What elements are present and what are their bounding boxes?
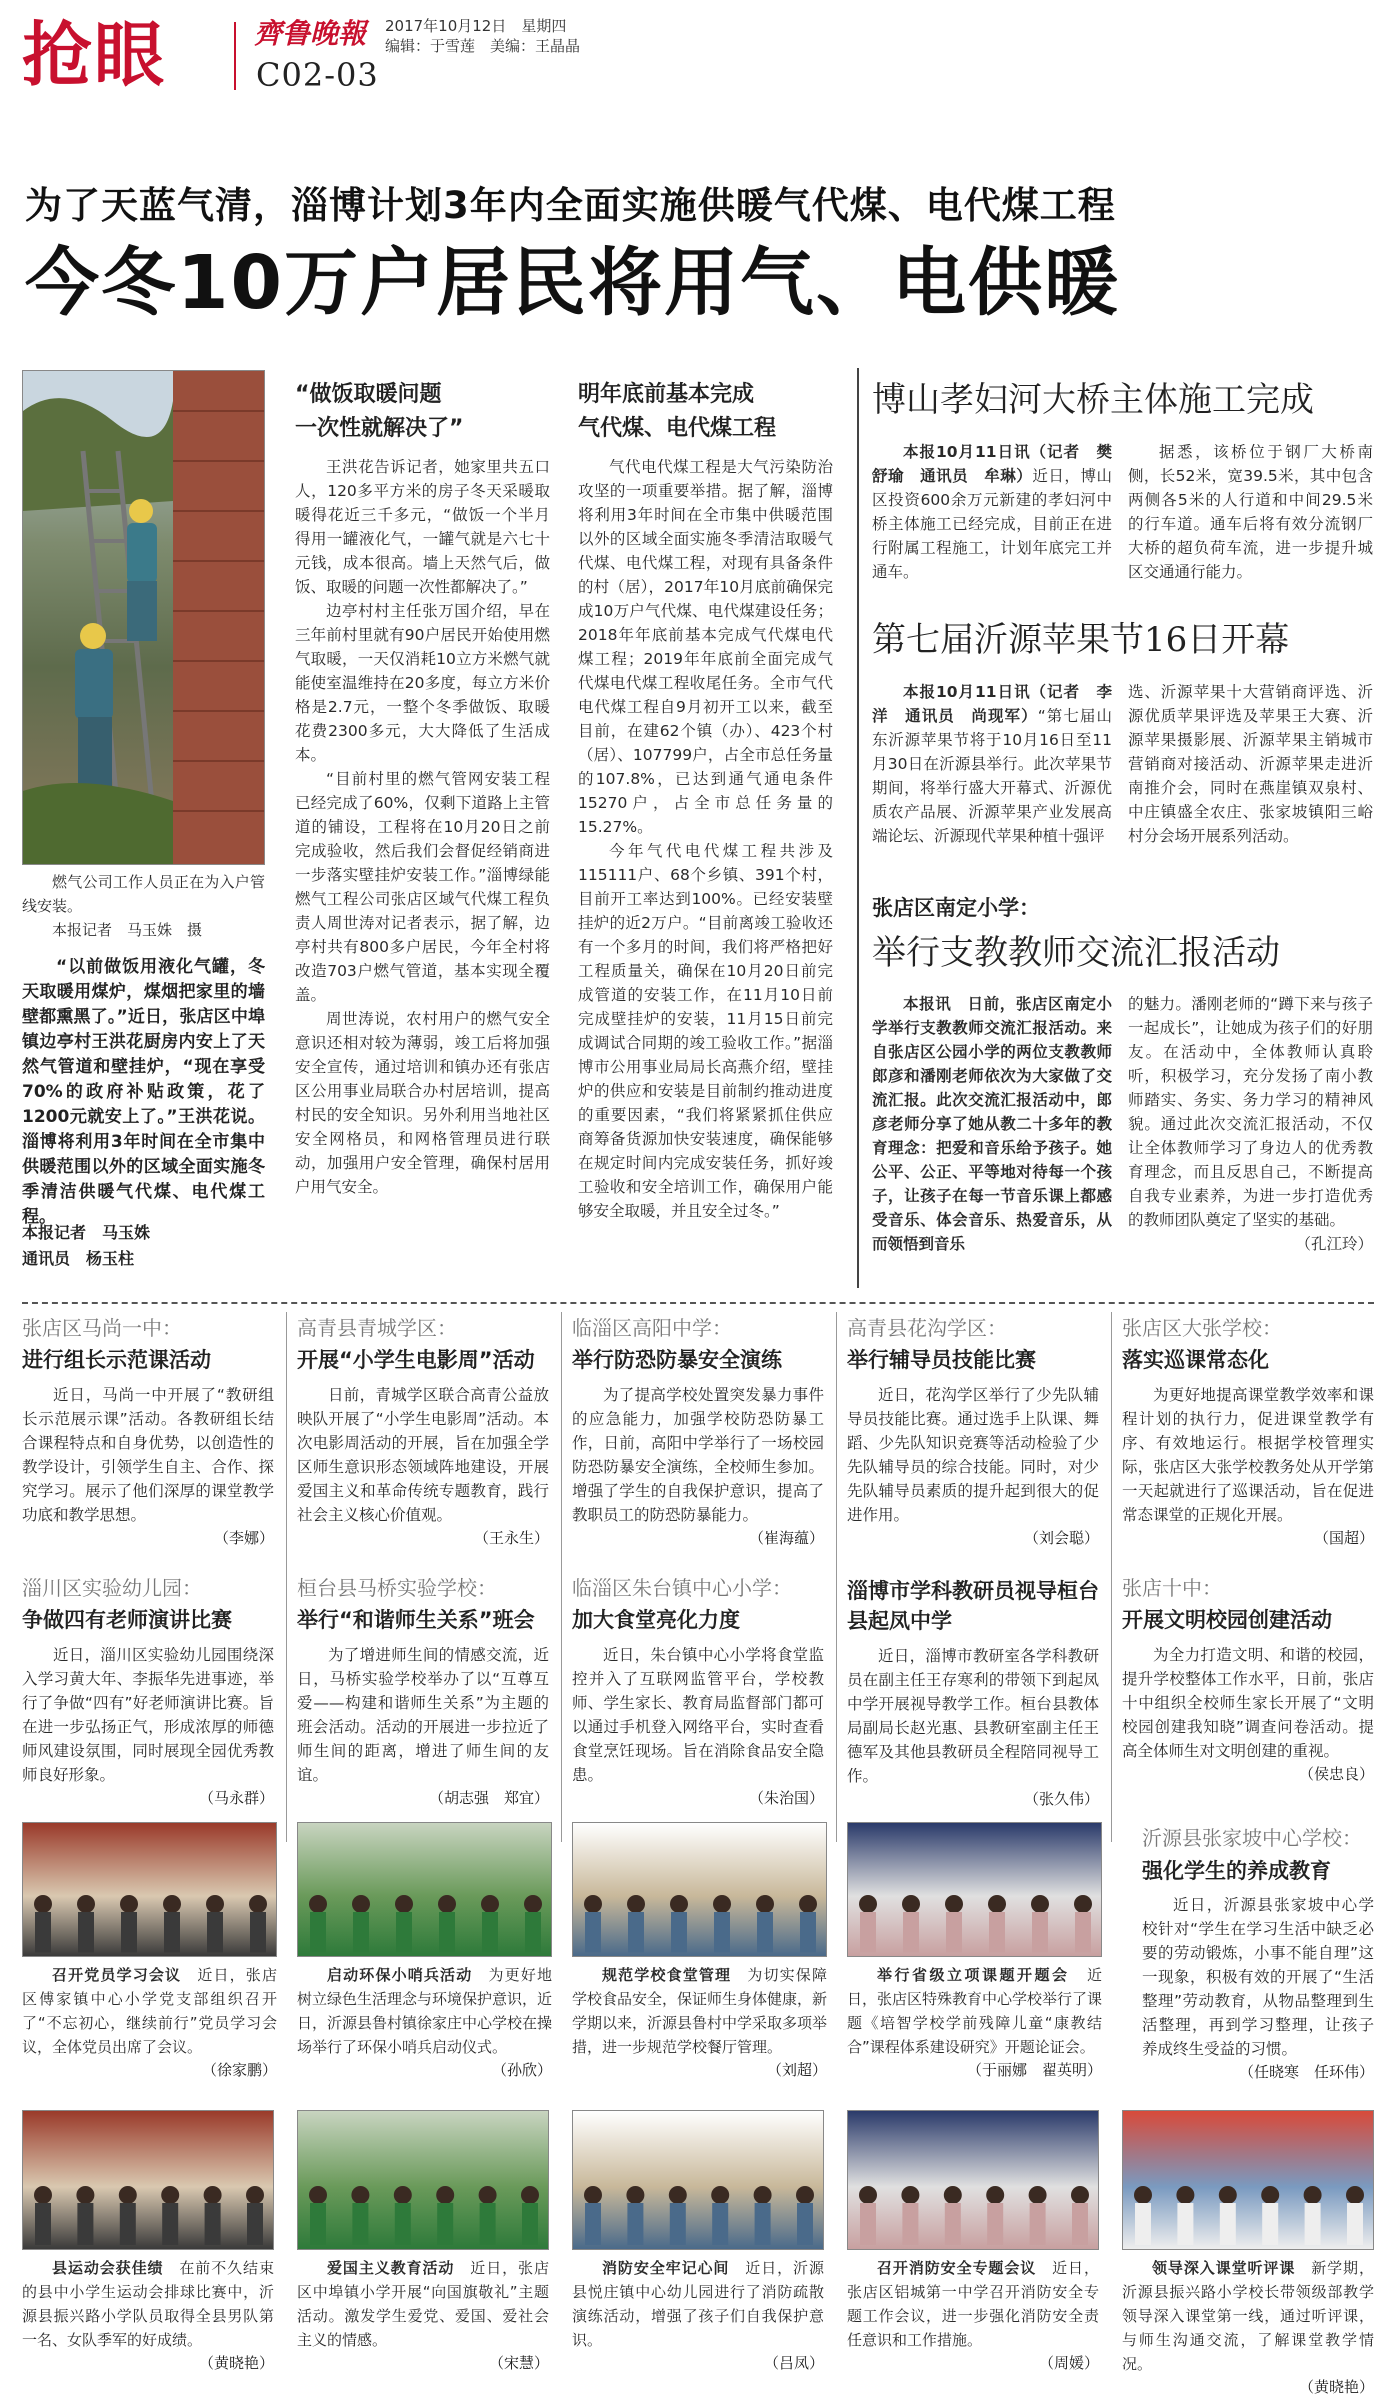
- masthead-meta: [385, 16, 580, 56]
- photo-text: 为切实保障学校食品安全，保证师生身体健康，新学期以来，沂源县鲁村中学采取多项举措，进一步规范学校餐厅管理。: [572, 1966, 828, 2056]
- article2-title: 第七届沂源苹果节16日开幕: [872, 620, 1290, 660]
- item-title: 强化学生的养成教育: [1142, 1859, 1331, 1883]
- designer-credit: 美编：王晶晶: [490, 37, 581, 55]
- col3-title-line1: 明年底前基本完成: [578, 382, 755, 407]
- item-text: 近日，淄博市教研室各学科教研员在副主任王存寒利的带领下到起凤中学开展视导教学工作。桓台县教体局副局长赵光惠、县教研室副主任王德军及其他县教研员全程陪同视导工作。: [847, 1647, 1099, 1785]
- photo-title: 爱国主义教育活动: [327, 2259, 455, 2277]
- photo-scene-illustration: [848, 2111, 1099, 2250]
- item-kicker: 高青县花沟学区：: [847, 1316, 1007, 1340]
- item-credit: （朱治国）: [748, 1789, 824, 1807]
- column-rule: [836, 1312, 837, 1602]
- photo-row-3: [22, 1822, 1142, 2112]
- item-title: 开展“小学生电影周”活动: [297, 1348, 535, 1372]
- lead-photo-caption: [22, 870, 265, 942]
- news-photo: [847, 1822, 1102, 1957]
- photo-credit: （周媛）: [1038, 2354, 1099, 2372]
- article1-body-right: 据悉，该桥位于钢厂大桥南侧，长52米，宽39.5米，其中包含两侧各5米的人行道和中间29.5米的行车道。通车后将有效分流钢厂大桥的超负荷车流，进一步提升城区交通通行能力。: [1128, 443, 1373, 581]
- photo-title: 县运动会获佳绩: [52, 2259, 164, 2277]
- photo-item: [572, 2110, 824, 2373]
- item-text: 为了增进师生间的情感交流，近日，马桥实验学校举办了以“互尊互爱——构建和谐师生关系”为主题的班会活动。活动的开展进一步拉近了师生间的距离，增进了师生间的友谊。: [297, 1646, 549, 1784]
- photo-credit: （宋慧）: [488, 2354, 549, 2372]
- col2-title-line2: 一次性就解决了”: [295, 416, 464, 441]
- lead-col1-text: “以前做饭用液化气罐，冬天取暖用煤炉，煤烟把家里的墙壁都熏黑了。”近日，张店区中埠镇边亭村王洪花厨房内安上了天然气管道和壁挂炉，“现在享受70%的政府补贴政策，花了1200元就安上了。”王洪花说。淄博将利用3年时间在全市集中供暖范围以外的区域全面实施冬季清洁供暖气代煤、电代煤工程。: [22, 957, 265, 1227]
- photo-credit: （吕凤）: [763, 2354, 824, 2372]
- item-text: 近日，朱台镇中心小学将食堂监控并入了互联网监管平台，学校教师、学生家长、教育局监督部门都可以通过手机登入网络平台，实时查看食堂烹饪现场。旨在消除食品安全隐患。: [572, 1646, 824, 1784]
- issue-date: 2017年10月12日: [385, 17, 507, 35]
- item-credit: （国超）: [1313, 1529, 1374, 1547]
- column-rule: [1111, 1572, 1112, 1842]
- item-title: 加大食堂亮化力度: [572, 1608, 740, 1632]
- photo-credit: （刘超）: [766, 2061, 827, 2079]
- photo-scene-illustration: [23, 2111, 274, 2250]
- col2-para: 王洪花告诉记者，她家里共五口人，120多平方米的房子冬天采暖取暖得花近三千多元，“做饭一个半月得用一罐液化气，一罐气就是六七十元钱，成本很高。墙上天然气后，做饭、取暖的问题一次性都解决了。”: [295, 458, 550, 596]
- item-credit: （胡志强 郑宜）: [428, 1789, 549, 1807]
- col3-title-line2: 气代煤、电代煤工程: [578, 416, 777, 441]
- col2-para: 边亭村村主任张万国介绍，早在三年前村里就有90户居民开始使用燃气取暖，一天仅消耗10立方米燃气就能使室温维持在20多度，每立方米价格是2.7元，一整个冬季做饭、取暖花费2300多元，大大降低了生活成本。: [295, 602, 550, 764]
- item-text: 近日，马尚一中开展了“教研组长示范展示课”活动。各教研组长结合课程特点和自身优势，以创造性的教学设计，引领学生自主、合作、探究学习。展示了他们深厚的课堂教学功底和教学思想。: [22, 1386, 274, 1524]
- item-credit: （李娜）: [213, 1529, 274, 1547]
- article2-body-right: 选、沂源苹果十大营销商评选、沂源优质苹果评选及苹果王大赛、沂源苹果摄影展、沂源苹果主销城市营销商对接活动、沂源苹果走进沂南推介会，同时在燕崖镇双泉村、中庄镇盛全农庄、张家坡镇阳三峪村分会场开展系列活动。: [1128, 683, 1373, 845]
- column-rule: [286, 1312, 287, 1602]
- item-title: 举行防恐防暴安全演练: [572, 1348, 782, 1372]
- right-col-row3: [1142, 1822, 1374, 2117]
- col2-para: 周世涛说，农村用户的燃气安全意识还相对较为薄弱，竣工后将加强安全宣传，通过培训和镇办还有张店区公用事业局联合办村居培训，提高村民的安全知识。另外利用当地社区安全网格员，和网格管理员进行联动，加强用户安全管理，确保村居用户用气安全。: [295, 1010, 550, 1196]
- news-item: [22, 1312, 274, 1548]
- news-photo: [847, 2110, 1099, 2250]
- editor-credit: 编辑：于雪莲: [385, 37, 476, 55]
- item-title: 进行组长示范课活动: [22, 1348, 211, 1372]
- lead-byline-reporter: 本报记者 马玉姝: [22, 1223, 151, 1242]
- photo-item: [22, 2110, 274, 2373]
- photo-credit: （黄晓艳）: [1298, 2378, 1374, 2395]
- item-kicker: 淄川区实验幼儿园：: [22, 1576, 202, 1600]
- photo-credit: （于丽娜 翟英明）: [966, 2061, 1102, 2079]
- photo-item: [847, 1822, 1102, 2080]
- photo-title: 召开党员学习会议: [52, 1966, 182, 1984]
- photo-title: 启动环保小哨兵活动: [327, 1966, 473, 1984]
- lead-headline: 今冬10万户居民将用气、电供暖: [25, 240, 1120, 326]
- item-text: 近日，花沟学区举行了少先队辅导员技能比赛。通过选手上队课、舞蹈、少先队知识竞赛等活动检验了少先队辅导员的综合技能。同时，对少先队辅导员素质的提升起到很大的促进作用。: [847, 1386, 1099, 1524]
- photo-scene-illustration: [23, 1823, 277, 1957]
- news-photo: [572, 1822, 827, 1957]
- item-credit: （侯忠良）: [1298, 1765, 1374, 1783]
- newspaper-name: 齊鲁晚報: [254, 17, 367, 50]
- news-photo: [297, 1822, 552, 1957]
- page-logo: 抢眼: [22, 14, 166, 96]
- item-credit: （王永生）: [473, 1529, 549, 1547]
- item-credit: （刘会聪）: [1023, 1529, 1099, 1547]
- article1-lead: 本报10月11日讯（记者 樊舒瑜 通讯员 牟琳）: [872, 443, 1112, 485]
- photo-scene-illustration: [298, 1823, 552, 1957]
- article1-text: 近日，博山区投资600余万元新建的孝妇河中桥主体施工已经完成，目前正在进行附属工程施工，计划年底完工并通车。: [872, 467, 1112, 581]
- photo-text: 新学期，沂源县振兴路小学校长带领级部教学领导深入课堂第一线，通过听评课，与师生沟通交流，了解课堂教学情况。: [1122, 2259, 1374, 2373]
- photo-item: [1122, 2110, 1374, 2395]
- column-rule: [561, 1572, 562, 1842]
- item-credit: （崔海蕴）: [748, 1529, 824, 1547]
- article3-text-cont: 的魅力。潘刚老师的“蹲下来与孩子一起成长”，让她成为孩子们的好朋友。在活动中，全体教师认真聆听，积极学习，充分发扬了南小教师踏实、务实、务力学习的精神风貌。通过此次交流汇报活动，不仅让全体教师学习了身边人的优秀教育理念，而且反思自己，不断提高自我专业素养，为进一步打造优秀的教师团队奠定了坚实的基础。: [1128, 995, 1373, 1229]
- news-item: [1122, 1572, 1374, 1784]
- photo-credit: （徐家鹏）: [201, 2061, 277, 2079]
- col2-para: “目前村里的燃气管网安装工程已经完成了60%，仅剩下道路上主管道的铺设，工程将在10月20日之前完成验收，然后我们会督促经销商进一步落实壁挂炉安装工作。”淄博绿能燃气工程公司张店区域气代煤工程负责人周世涛对记者表示，据了解，边亭村共有800多户居民，今年全村将改造703户燃气管道，基本实现全覆盖。: [295, 770, 550, 1004]
- news-photo: [22, 1822, 277, 1957]
- item-kicker: 张店区马尚一中：: [22, 1316, 182, 1340]
- article3-body-left: [872, 992, 1112, 1256]
- photo-scene-illustration: [1123, 2111, 1374, 2250]
- item-text: 为更好地提高课堂教学效率和课程计划的执行力，促进课堂教学有序、有效地运行。根据学校管理实际，张店区大张学校教务处从开学第一天起就进行了巡课活动，旨在促进常态课堂的正规化开展。: [1122, 1386, 1374, 1524]
- photo-title: 召开消防安全专题会议: [877, 2259, 1037, 2277]
- col2-body: [295, 455, 550, 1199]
- photo-text: 近日，张店区特殊教育中心学校举行了课题《培智学校学前残障儿童“康教结合”课程体系建设研究》开题论证会。: [847, 1966, 1103, 2056]
- photo-row-4: [22, 2110, 1374, 2395]
- photo-text: 近日，张店区铝城第一中学召开消防安全专题工作会议，进一步强化消防安全责任意识和工作措施。: [847, 2259, 1099, 2349]
- lead-subtitle: 为了天蓝气清，淄博计划3年内全面实施供暖气代煤、电代煤工程: [25, 184, 1116, 227]
- news-item: [847, 1572, 1099, 1809]
- item-title: 举行辅导员技能比赛: [847, 1348, 1036, 1372]
- item-title: 举行“和谐师生关系”班会: [297, 1608, 535, 1632]
- news-photo: [297, 2110, 549, 2250]
- item-title: 开展文明校园创建活动: [1122, 1608, 1332, 1632]
- item-text: 为了提高学校处置突发暴力事件的应急能力，加强学校防恐防暴工作，日前，高阳中学举行了一场校园防恐防暴安全演练，全校师生参加。增强了学生的自我保护意识，提高了教职员工的防恐防暴能力。: [572, 1386, 824, 1524]
- item-kicker: 张店十中：: [1122, 1576, 1222, 1600]
- column-rule: [561, 1312, 562, 1602]
- news-item: [22, 1572, 274, 1808]
- photo-credit: 本报记者 马玉姝 摄: [52, 921, 203, 939]
- article3-title: 举行支教教师交流汇报活动: [872, 933, 1280, 973]
- item-title: 落实巡课常态化: [1122, 1348, 1269, 1372]
- photo-item: [847, 2110, 1099, 2373]
- photo-title: 消防安全牢记心间: [602, 2259, 730, 2277]
- photo-credit: （孙欣）: [491, 2061, 552, 2079]
- column-rule: [286, 1572, 287, 1842]
- article1-title: 博山孝妇河大桥主体施工完成: [872, 380, 1314, 420]
- article2-body-left: [872, 680, 1112, 848]
- photo-text: 近日，张店区中埠镇小学开展“向国旗敬礼”主题活动。激发学生爱党、爱国、爱社会主义的情感。: [297, 2259, 549, 2349]
- page-number: C02-03: [256, 56, 379, 94]
- news-item: [297, 1312, 549, 1548]
- column-rule: [836, 1572, 837, 1842]
- photo-text: 近日，张店区傅家镇中心小学党支部组织召开了“不忘初心，继续前行”党员学习会议，全体党员出席了会议。: [22, 1966, 277, 2056]
- photo-scene-illustration: [298, 2111, 549, 2250]
- news-item: [572, 1312, 824, 1548]
- item-kicker: 沂源县张家坡中心学校：: [1142, 1826, 1362, 1850]
- article3-credit: （孔江玲）: [1295, 1235, 1373, 1253]
- col3-para: 气代电代煤工程是大气污染防治攻坚的一项重要举措。据了解，淄博将利用3年时间在全市集中供暖范围以外的区域全面实施冬季清洁取暖气代煤、电代煤工程，对现有具备条件的村（居），2017年10月底前确保完成10万户气代煤、电代煤建设任务；2018年年底前基本完成气代煤电代煤工程；2019年年底前全面完成气代煤电代煤工程收尾任务。全市气代电代煤工程自9月初开工以来，截至目前，在建62个镇（办）、423个村（居）、107799户，占全市总任务量的107.8%，已达到通气通电条件15270户，占全市总任务量的15.27%。: [578, 458, 833, 836]
- news-item: [297, 1572, 549, 1808]
- lead-photo: [22, 370, 265, 865]
- article1-body-left: [872, 440, 1112, 584]
- news-item: [572, 1572, 824, 1808]
- masthead-divider: [234, 22, 236, 90]
- item-kicker: 高青县青城学区：: [297, 1316, 457, 1340]
- item-text: 近日，沂源县张家坡中心学校针对“学生在学习生活中缺乏必要的劳动锻炼，小事不能自理”这一现象，积极有效的开展了“生活整理”劳动教育，从物品整理到生活整理，再到学习整理，让孩子养成终生受益的习惯。: [1142, 1896, 1374, 2058]
- item-text: 日前，青城学区联合高青公益放映队开展了“小学生电影周”活动。本次电影周活动的开展，旨在加强全学区师生意识形态领域阵地建设，开展爱国主义和革命传统专题教育，践行社会主义核心价值观。: [297, 1386, 549, 1524]
- photo-scene-illustration: [573, 1823, 827, 1957]
- lead-byline-correspondent: 通讯员 杨玉柱: [22, 1249, 135, 1268]
- article3-text: 本报讯 日前，张店区南定小学举行支教教师交流汇报活动。来自张店区公园小学的两位支教教师郎彦和潘刚老师依次为大家做了交流汇报。此次交流汇报活动中，郎彦老师分享了她从教二十多年的教育理念：把爱和音乐给予孩子。她公平、公正、平等地对待每一个孩子，让孩子在每一节音乐课上都感受音乐、体会音乐、热爱音乐，从而领悟到音乐: [872, 995, 1112, 1253]
- grid-row-1: [22, 1312, 1374, 1602]
- news-photo: [572, 2110, 824, 2250]
- item-kicker: 临淄区朱台镇中心小学：: [572, 1576, 792, 1600]
- article2-text: “第七届山东沂源苹果节将于10月16日至11月30日在沂源县举行。此次苹果节期间，将举行盛大开幕式、沂源优质农产品展、沂源苹果产业发展高端论坛、沂源现代苹果种植十强评: [872, 707, 1112, 845]
- column-rule: [1111, 1312, 1112, 1602]
- photo-item: [22, 1822, 277, 2080]
- photo-scene-illustration: [848, 1823, 1102, 1957]
- photo-credit: （黄晓艳）: [198, 2354, 274, 2372]
- col3-para: 今年气代电代煤工程共涉及115111户、68个乡镇、391个村，目前开工率达到100%。已经安装壁挂炉的近2万户。“目前离竣工验收还有一个多月的时间，我们将严格把好工程质量关，确保在10月20日前完成管道的安装工作，在11月10日前完成壁挂炉的安装，11月15日前完成调试合同期的竣工验收工作。”据淄博市公用事业局局长高燕介绍，壁挂炉的供应和安装是目前制约推动进度的重要因素，“我们将紧紧抓住供应商筹备货源加快安装速度，确保能够在规定时间内完成安装任务，抓好竣工验收和安全培训工作，确保用户能够安全取暖，并且安全过冬。”: [578, 842, 833, 1220]
- item-text: 为全力打造文明、和谐的校园，提升学校整体工作水平，日前，张店十中组织全校师生家长开展了“文明校园创建我知晓”调查问卷活动。提高全体师生对文明创建的重视。: [1122, 1646, 1374, 1760]
- article3-body-right: [1128, 992, 1373, 1256]
- grid-row-2: [22, 1572, 1374, 1842]
- section-divider: [22, 1302, 1374, 1304]
- news-photo: [1122, 2110, 1374, 2250]
- issue-weekday: 星期四: [521, 17, 567, 35]
- item-kicker: 张店区大张学校：: [1122, 1316, 1282, 1340]
- article2-lead: 本报10月11日讯（记者 李洋 通讯员 尚现军）: [872, 683, 1112, 725]
- photo-item: [297, 2110, 549, 2373]
- photo-scene-illustration: [573, 2111, 824, 2250]
- photo-item: [297, 1822, 552, 2080]
- gas-worker-illustration: [23, 371, 265, 865]
- news-item: [847, 1312, 1099, 1548]
- news-photo: [22, 2110, 274, 2250]
- photo-title: 举行省级立项课题开题会: [877, 1966, 1070, 1984]
- item-text: 近日，淄川区实验幼儿园围绕深入学习黄大年、李振华先进事迹，举行了争做“四有”好老师演讲比赛。旨在进一步弘扬正气，形成浓厚的师德师风建设氛围，同时展现全园优秀教师良好形象。: [22, 1646, 274, 1784]
- photo-title: 领导深入课堂听评课: [1152, 2259, 1296, 2277]
- photo-text: 在前不久结束的县中小学生运动会排球比赛中，沂源县振兴路小学队员取得全县男队第一名、女队季军的好成绩。: [22, 2259, 274, 2349]
- photo-text: 为更好地树立绿色生活理念与环境保护意识，近日，沂源县鲁村镇徐家庄中心学校在操场举行了环保小哨兵启动仪式。: [297, 1966, 553, 2056]
- col2-title-line1: “做饭取暖问题: [295, 382, 442, 407]
- item-kicker: 临淄区高阳中学：: [572, 1316, 732, 1340]
- item-credit: （任晓寒 任环伟）: [1238, 2063, 1374, 2081]
- item-credit: （张久伟）: [1023, 1790, 1099, 1808]
- item-title: 争做四有老师演讲比赛: [22, 1608, 232, 1632]
- news-item: [1122, 1312, 1374, 1548]
- photo-item: [572, 1822, 827, 2080]
- photo-caption-text: 燃气公司工作人员正在为入户管线安装。: [22, 873, 265, 915]
- photo-title: 规范学校食堂管理: [602, 1966, 732, 1984]
- item-title: 淄博市学科教研员视导桓台县起凤中学: [847, 1579, 1099, 1633]
- col3-body: [578, 455, 833, 1223]
- item-kicker: 桓台县马桥实验学校：: [297, 1576, 497, 1600]
- photo-text: 近日，沂源县悦庄镇中心幼儿园进行了消防疏散演练活动，增强了孩子们自我保护意识。: [572, 2259, 824, 2349]
- article3-kicker: 张店区南定小学：: [872, 896, 1040, 920]
- item-credit: （马永群）: [198, 1789, 274, 1807]
- column-rule: [857, 368, 859, 1288]
